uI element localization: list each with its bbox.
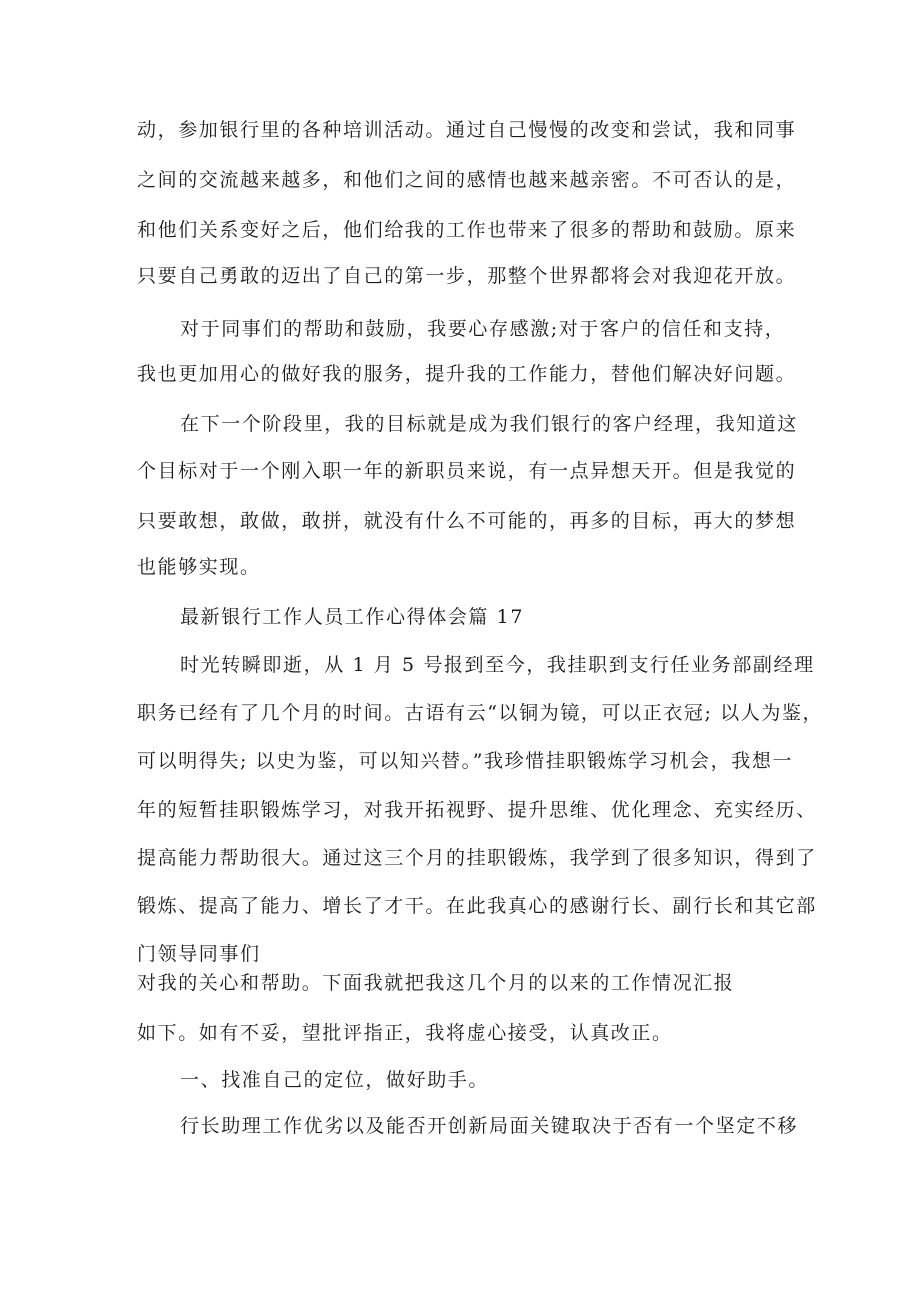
text-line: 职务已经有了几个月的时间。古语有云“以铜为镜，可以正衣冠; 以人为鉴， <box>137 702 824 724</box>
text-line: 我也更加用心的做好我的服务，提升我的工作能力，替他们解决好问题。 <box>137 363 797 385</box>
text-line: 个目标对于一个刚入职一年的新职员来说，有一点异想天开。但是我觉的 <box>137 460 797 482</box>
text-line: 行长助理工作优劣以及能否开创新局面关键取决于否有一个坚定不移 <box>180 1115 799 1137</box>
text-line: 时光转瞬即逝，从 1 月 5 号报到至今，我挂职到支行任业务部副经理 <box>180 654 815 676</box>
text-line: 动，参加银行里的各种培训活动。通过自己慢慢的改变和尝试，我和同事 <box>137 119 797 141</box>
text-line: 只要敢想，敢做，敢拼，就没有什么不可能的，再多的目标，再大的梦想 <box>137 510 797 532</box>
text-line: 如下。如有不妥，望批评指正，我将虚心接受，认真改正。 <box>137 1022 673 1044</box>
text-line: 和他们关系变好之后，他们给我的工作也带来了很多的帮助和鼓励。原来 <box>137 219 797 241</box>
text-line: 提高能力帮助很大。通过这三个月的挂职锻炼，我学到了很多知识，得到了 <box>137 847 817 869</box>
text-line: 年的短暂挂职锻炼学习，对我开拓视野、提升思维、优化理念、充实经历、 <box>137 799 817 821</box>
text-line: 也能够实现。 <box>137 556 261 578</box>
text-line: 对我的关心和帮助。下面我就把我这几个月的以来的工作情况汇报 <box>137 972 735 994</box>
text-line: 可以明得失; 以史为鉴，可以知兴替。”我珍惜挂职锻炼学习机会，我想一 <box>137 750 794 772</box>
text-line: 门领导同事们 <box>137 943 261 965</box>
section-heading: 最新银行工作人员工作心得体会篇 17 <box>180 606 525 628</box>
text-line: 只要自己勇敢的迈出了自己的第一步，那整个世界都将会对我迎花开放。 <box>137 265 797 287</box>
text-line: 在下一个阶段里，我的目标就是成为我们银行的客户经理，我知道这 <box>180 413 799 435</box>
text-line: 锻炼、提高了能力、增长了才干。在此我真心的感谢行长、副行长和其它部 <box>137 895 817 917</box>
text-line: 之间的交流越来越多，和他们之间的感情也越来越亲密。不可否认的是， <box>137 169 797 191</box>
numbered-heading: 一、找准自己的定位，做好助手。 <box>180 1069 490 1091</box>
text-line: 对于同事们的帮助和鼓励，我要心存感激;对于客户的信任和支持， <box>180 318 786 340</box>
